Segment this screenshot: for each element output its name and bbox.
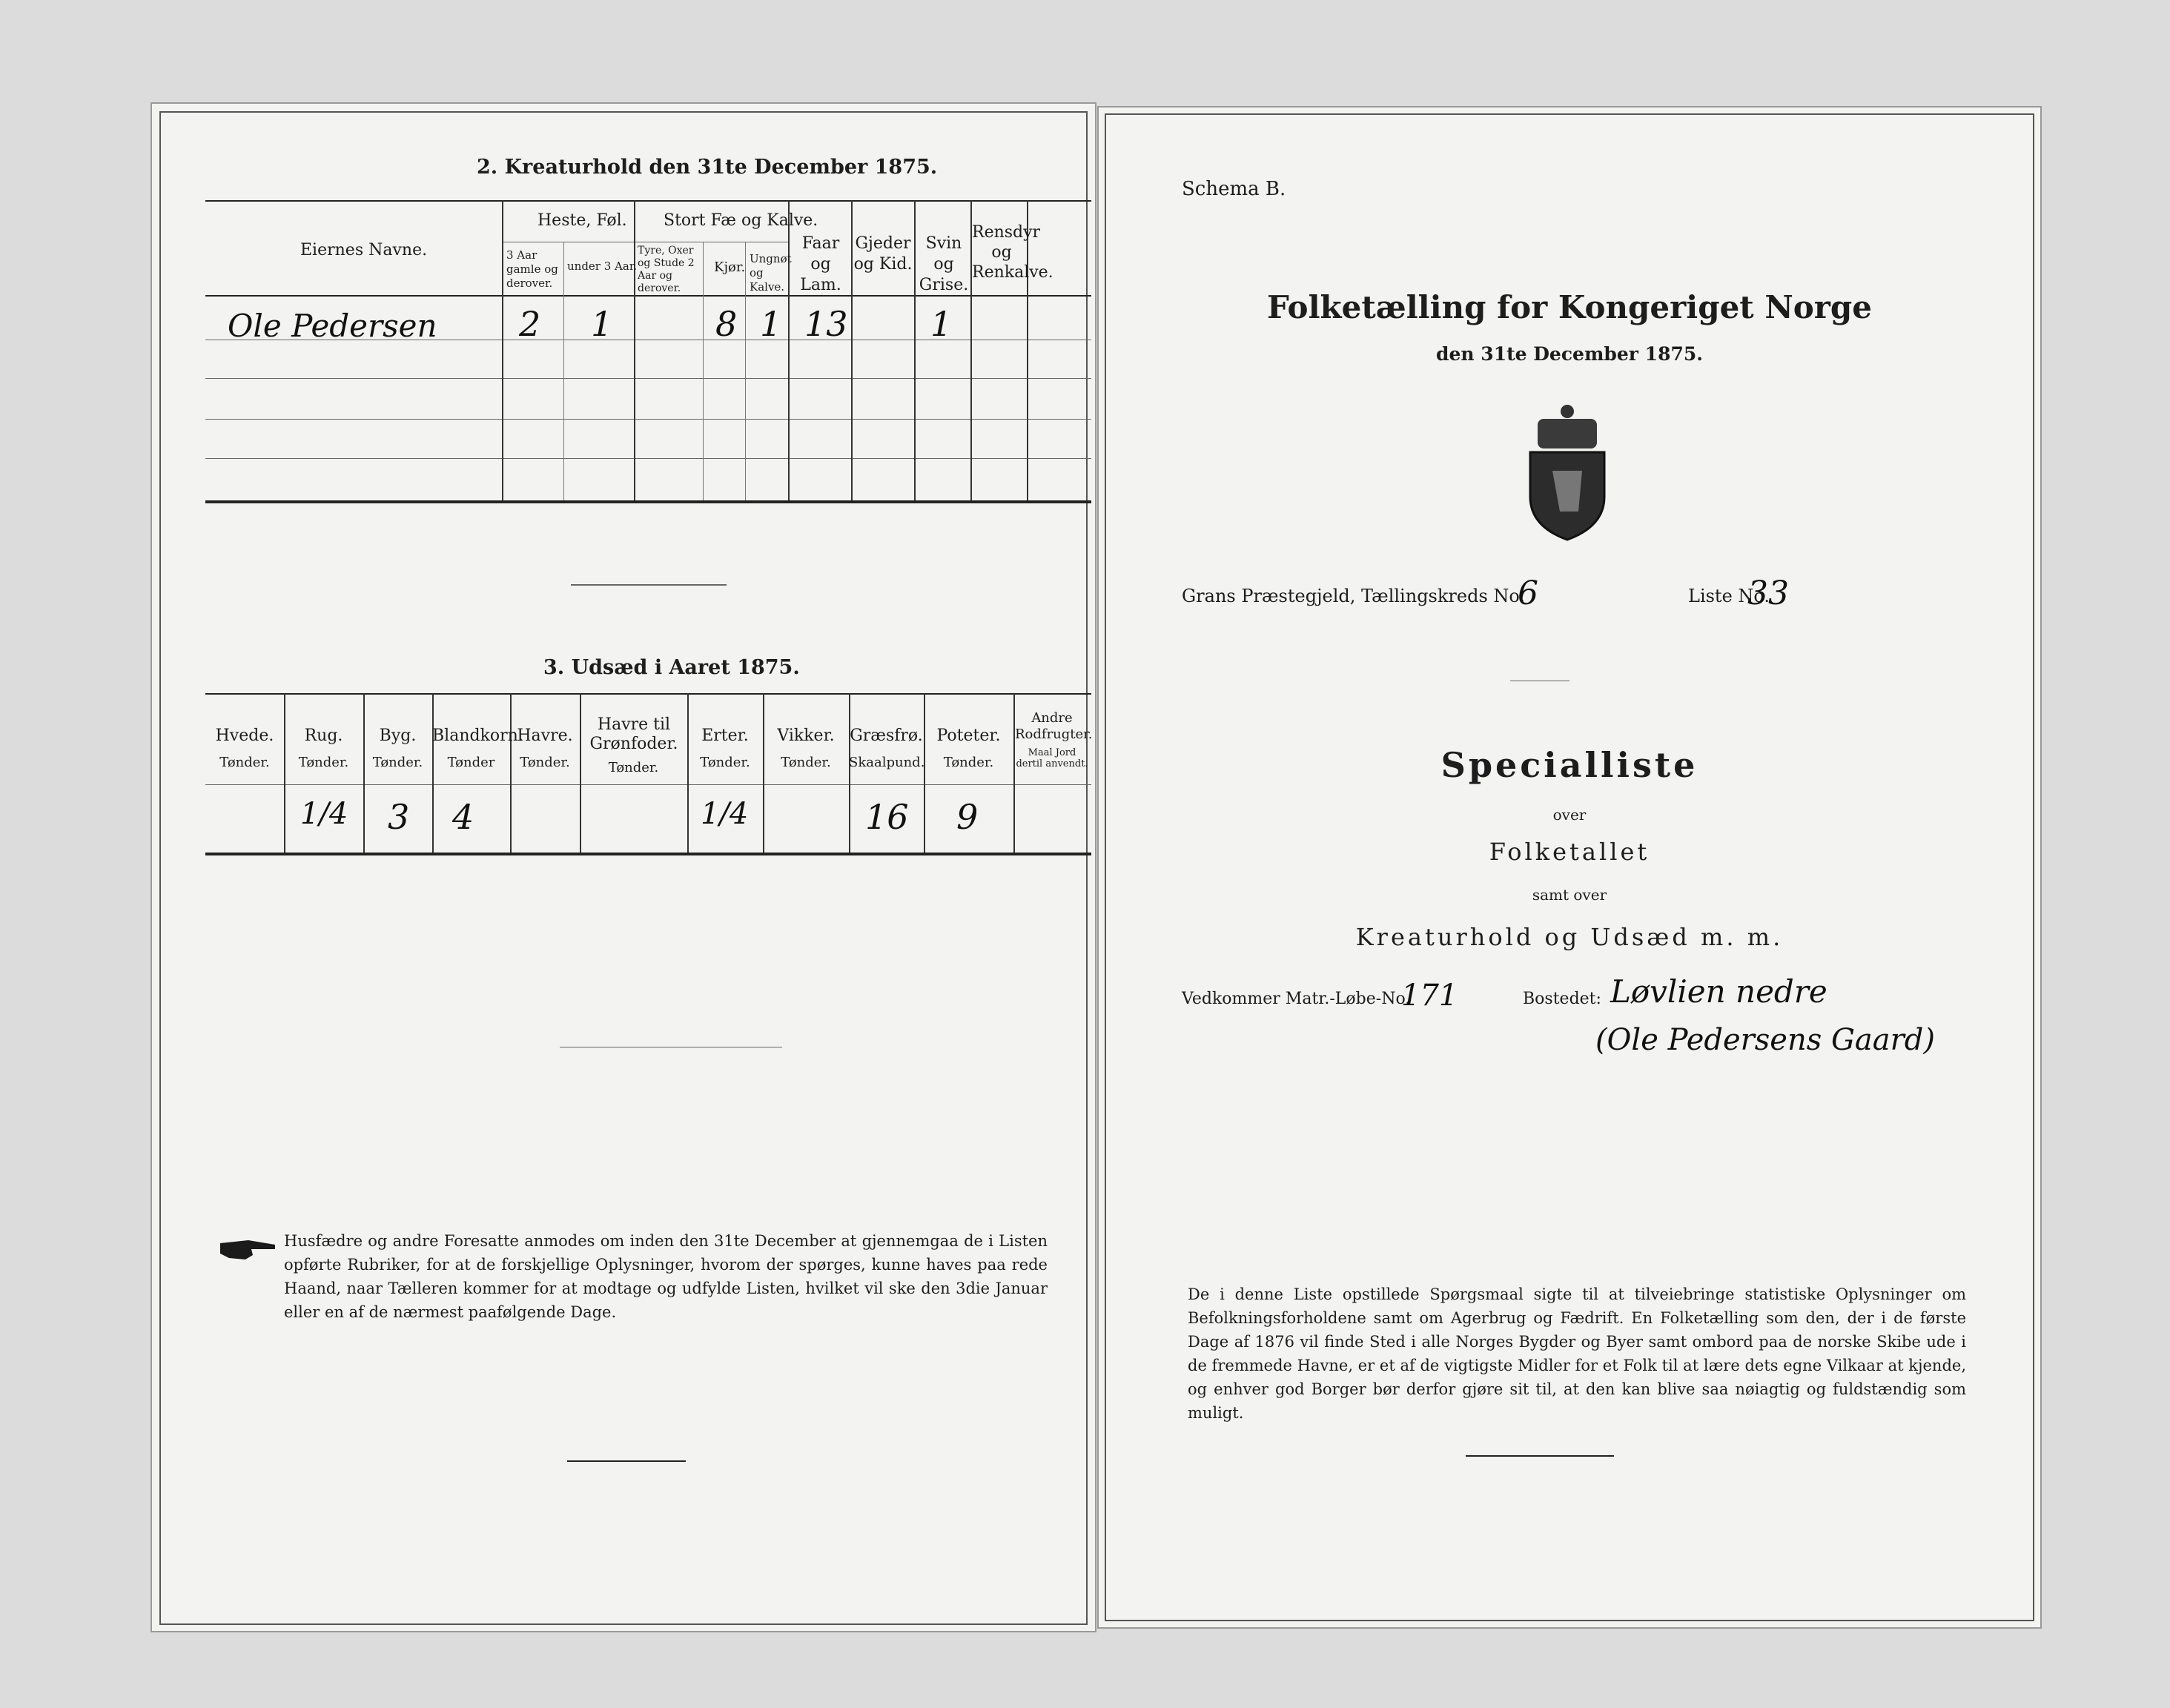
sow-header-rye: Rug. — [304, 726, 343, 745]
sow-header-green-oats: Havre til Grønfoder. — [589, 715, 678, 753]
sow-unit-mixed-grain: Tønder — [447, 755, 495, 770]
notice-text: Husfædre og andre Foresatte anmodes om inden den 31te December at gjennemgaa de i Listen opførte Rubriker, for at de forskjellige Oplysninger, hvorom der spørges, kunne haves paa rede Haand, naar Tælleren kommer for at modtage og udfylde Listen, hvilket vil ske den 3die Januar eller en af de nærmest paafølgende Dage. — [284, 1232, 1048, 1321]
bostedet-value-line1: Løvlien nedre — [1610, 973, 1827, 1010]
row1-cows: 8 — [715, 304, 738, 344]
bostedet-value-line2: (Ole Pedersens Gaard) — [1595, 1023, 1935, 1057]
coat-of-arms-icon — [1508, 400, 1627, 541]
row1-owner-name: Ole Pedersen — [228, 308, 437, 344]
liste-number: 33 — [1747, 575, 1789, 612]
header-cattle: Stort Fæ og Kalve. — [664, 211, 818, 230]
header-horses-under3: under 3 Aar. — [567, 259, 638, 273]
matr-label: Vedkommer Matr.-Løbe-No. — [1182, 990, 1411, 1008]
sow-unit-vetch: Tønder. — [781, 755, 831, 770]
sow-header-oats: Havre. — [517, 726, 573, 745]
footer-text: De i denne Liste opstillede Spørgsmaal sigte til at tilveiebringe statistiske Oplysninger om Befolkningsforholdene samt om Agerbrug og Fædrift. En Folketælling som den, der i de første Dage af 1876 vil finde Sted i alle Norges Bygder og Byer samt ombord paa de norske Skibe ude i de fremmede Havne, er et af de vigtigste Midler for et Folk til at lære dets egne Vilkaar at kjende, og enhver god Borger bør derfor gjøre sit til, at den kan blive saa nøiagtig og fuldstændig som muligt. — [1188, 1285, 1966, 1422]
row1-sheep: 13 — [804, 304, 848, 344]
row1-young-cattle: 1 — [760, 304, 782, 344]
sow-unit-wheat: Tønder. — [219, 755, 270, 770]
header-horses-3yr: 3 Aar gamle og derover. — [506, 248, 558, 290]
sow-header-barley: Byg. — [379, 726, 417, 745]
sow-unit-rye: Tønder. — [298, 755, 349, 770]
sow-header-grass-seed: Græsfrø. — [850, 726, 923, 745]
sow-unit-potatoes: Tønder. — [943, 755, 994, 770]
sow-unit-grass-seed: Skaalpund. — [849, 755, 925, 770]
header-cows: Kjør. — [714, 259, 746, 275]
kreds-number: 6 — [1518, 575, 1538, 612]
sow-unit-barley: Tønder. — [372, 755, 423, 770]
folketallet-text: Folketallet — [1489, 838, 1650, 866]
row1-horses-3yr: 2 — [519, 304, 541, 344]
footer-rule — [1466, 1455, 1614, 1457]
left-page — [152, 104, 1095, 1631]
sow-unit-oats: Tønder. — [520, 755, 570, 770]
sow-header-wheat: Hvede. — [215, 726, 274, 745]
header-sheep: Faar og Lam. — [800, 234, 841, 294]
header-young-cattle: Ungnøt og Kalve. — [750, 252, 792, 294]
specialliste-heading: Specialliste — [1440, 745, 1698, 785]
over-text-1: over — [1552, 806, 1587, 824]
sow-header-vetch: Vikker. — [777, 726, 835, 745]
header-horses: Heste, Føl. — [537, 211, 627, 230]
prestegjeld-label: Grans Præstegjeld, Tællingskreds No. — [1182, 586, 1526, 606]
matr-number: 171 — [1401, 979, 1458, 1013]
sow-header-peas: Erter. — [701, 726, 749, 745]
pointing-hand-icon — [219, 1234, 278, 1264]
samt-over-text: samt over — [1532, 886, 1607, 904]
bostedet-label: Bostedet: — [1523, 990, 1601, 1008]
sow-value-barley: 3 — [388, 797, 410, 837]
row1-horses-under3: 1 — [591, 304, 613, 344]
sow-header-root-crops: Andre Rodfrugter. — [1015, 710, 1093, 742]
sow-unit-root-crops: Maal Jord dertil anvendt. — [1016, 747, 1088, 769]
header-bulls: Tyre, Oxer og Stude 2 Aar og derover. — [638, 245, 695, 294]
sow-value-potatoes: 9 — [956, 797, 979, 837]
row1-pigs: 1 — [930, 304, 953, 344]
sow-header-potatoes: Poteter. — [936, 726, 1001, 745]
section3-title: 3. Udsæd i Aaret 1875. — [543, 656, 800, 679]
section2-title: 2. Kreaturhold den 31te December 1875. — [477, 156, 938, 179]
header-owner-name: Eiernes Navne. — [300, 241, 428, 259]
divider-line — [571, 584, 727, 586]
right-page — [1099, 107, 2040, 1627]
sow-header-mixed-grain: Blandkorn. — [432, 726, 523, 745]
form-date: den 31te December 1875. — [1436, 343, 1703, 365]
form-title: Folketælling for Kongeriget Norge — [1267, 289, 1872, 325]
header-pigs: Svin og Grise. — [919, 234, 969, 294]
sow-value-rye: 1/4 — [300, 797, 348, 831]
sow-value-peas: 1/4 — [701, 797, 749, 831]
header-reindeer: Rensdyr og Renkalve. — [972, 223, 1053, 282]
bottom-rule — [567, 1460, 686, 1462]
sow-value-mixed-grain: 4 — [452, 797, 474, 837]
sow-unit-peas: Tønder. — [700, 755, 750, 770]
sow-unit-green-oats: Tønder. — [608, 760, 659, 775]
sow-value-grass-seed: 16 — [865, 797, 909, 837]
kreaturhold-text: Kreaturhold og Udsæd m. m. — [1355, 923, 1784, 951]
header-goats: Gjeder og Kid. — [853, 234, 913, 274]
liste-label: Liste No. — [1688, 586, 1770, 606]
schema-label: Schema B. — [1182, 178, 1286, 200]
